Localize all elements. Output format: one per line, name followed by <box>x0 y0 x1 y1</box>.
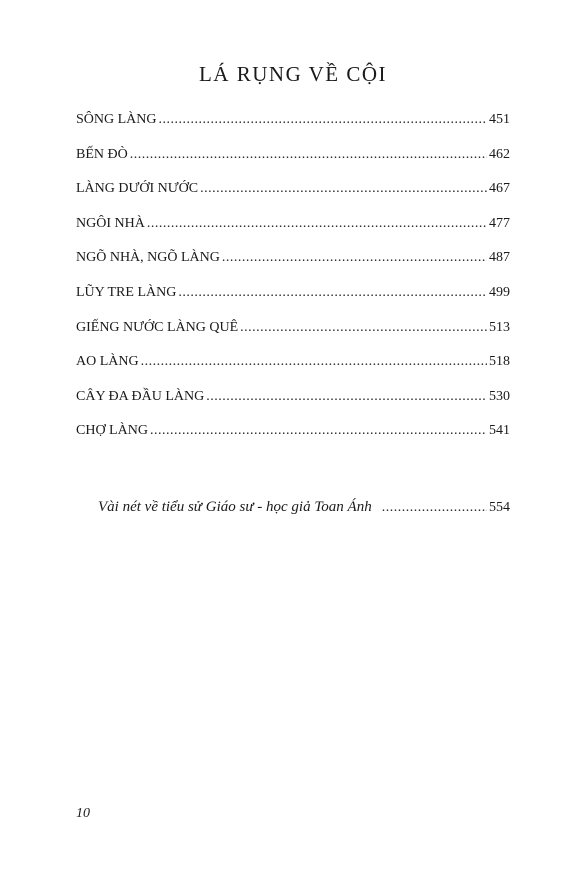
toc-entry-page: 462 <box>489 146 510 162</box>
toc-dot-leader <box>141 345 487 380</box>
toc-entry-ngo-nha-ngo-lang[interactable] <box>76 241 510 276</box>
toc-entry-label: NGÔI NHÀ <box>76 215 145 231</box>
toc-dot-leader <box>150 414 487 449</box>
toc-dot-leader <box>200 172 487 207</box>
section-title: LÁ RỤNG VỀ CỘI <box>198 62 388 86</box>
table-of-contents <box>76 103 510 449</box>
toc-entry-page: 541 <box>489 423 510 439</box>
toc-dot-leader <box>222 241 487 276</box>
appendix-label: Vài nét về tiểu sử Giáo sư - học giả Toan Ánh <box>98 499 372 515</box>
toc-entry-gieng-nuoc-lang-que[interactable] <box>76 311 510 346</box>
toc-entry-page: 477 <box>489 215 510 231</box>
toc-entry-label: LÀNG DƯỚI NƯỚC <box>76 181 199 197</box>
toc-entry-song-lang[interactable] <box>76 103 510 138</box>
toc-entry-label: BẾN ĐÒ <box>76 146 128 162</box>
toc-dot-leader <box>147 207 487 242</box>
toc-entry-label: GIẾNG NƯỚC LÀNG QUÊ <box>76 319 239 335</box>
toc-entry-luy-tre-lang[interactable] <box>76 276 510 311</box>
toc-entry-ngoi-nha[interactable] <box>76 207 510 242</box>
toc-entry-page: 530 <box>489 388 510 404</box>
toc-entry-cho-lang[interactable] <box>76 414 510 449</box>
toc-entry-page: 499 <box>489 284 510 300</box>
appendix-page: 554 <box>489 500 510 515</box>
toc-entry-ao-lang[interactable] <box>76 345 510 380</box>
toc-dot-leader <box>130 138 487 173</box>
toc-dot-leader <box>206 380 487 415</box>
toc-entry-cay-da-dau-lang[interactable] <box>76 380 510 415</box>
toc-entry-page: 513 <box>489 319 510 335</box>
toc-entry-page: 487 <box>489 250 510 266</box>
toc-entry-label: AO LÀNG <box>76 354 139 370</box>
toc-dot-leader <box>159 103 488 138</box>
toc-entry-page: 451 <box>489 112 510 127</box>
toc-entry-biography <box>98 490 510 525</box>
toc-entry-label: CHỢ LÀNG <box>76 423 148 439</box>
toc-entry-lang-duoi-nuoc[interactable] <box>76 172 510 207</box>
toc-entry-page: 518 <box>489 354 510 370</box>
toc-entry-label: LŨY TRE LÀNG <box>76 284 177 300</box>
toc-entry-label: CÂY ĐA ĐẦU LÀNG <box>76 388 205 404</box>
toc-dot-leader <box>178 276 487 311</box>
toc-dot-leader <box>240 311 487 346</box>
toc-entry-label: NGÕ NHÀ, NGÕ LÀNG <box>76 250 220 266</box>
toc-entry-label: SÔNG LÀNG <box>76 112 157 127</box>
toc-entry-page: 467 <box>489 181 510 197</box>
page-number: 10 <box>76 806 90 821</box>
toc-dot-leader <box>382 491 487 526</box>
toc-entry-ben-do[interactable] <box>76 138 510 173</box>
appendix-toc-entry[interactable] <box>98 490 510 525</box>
